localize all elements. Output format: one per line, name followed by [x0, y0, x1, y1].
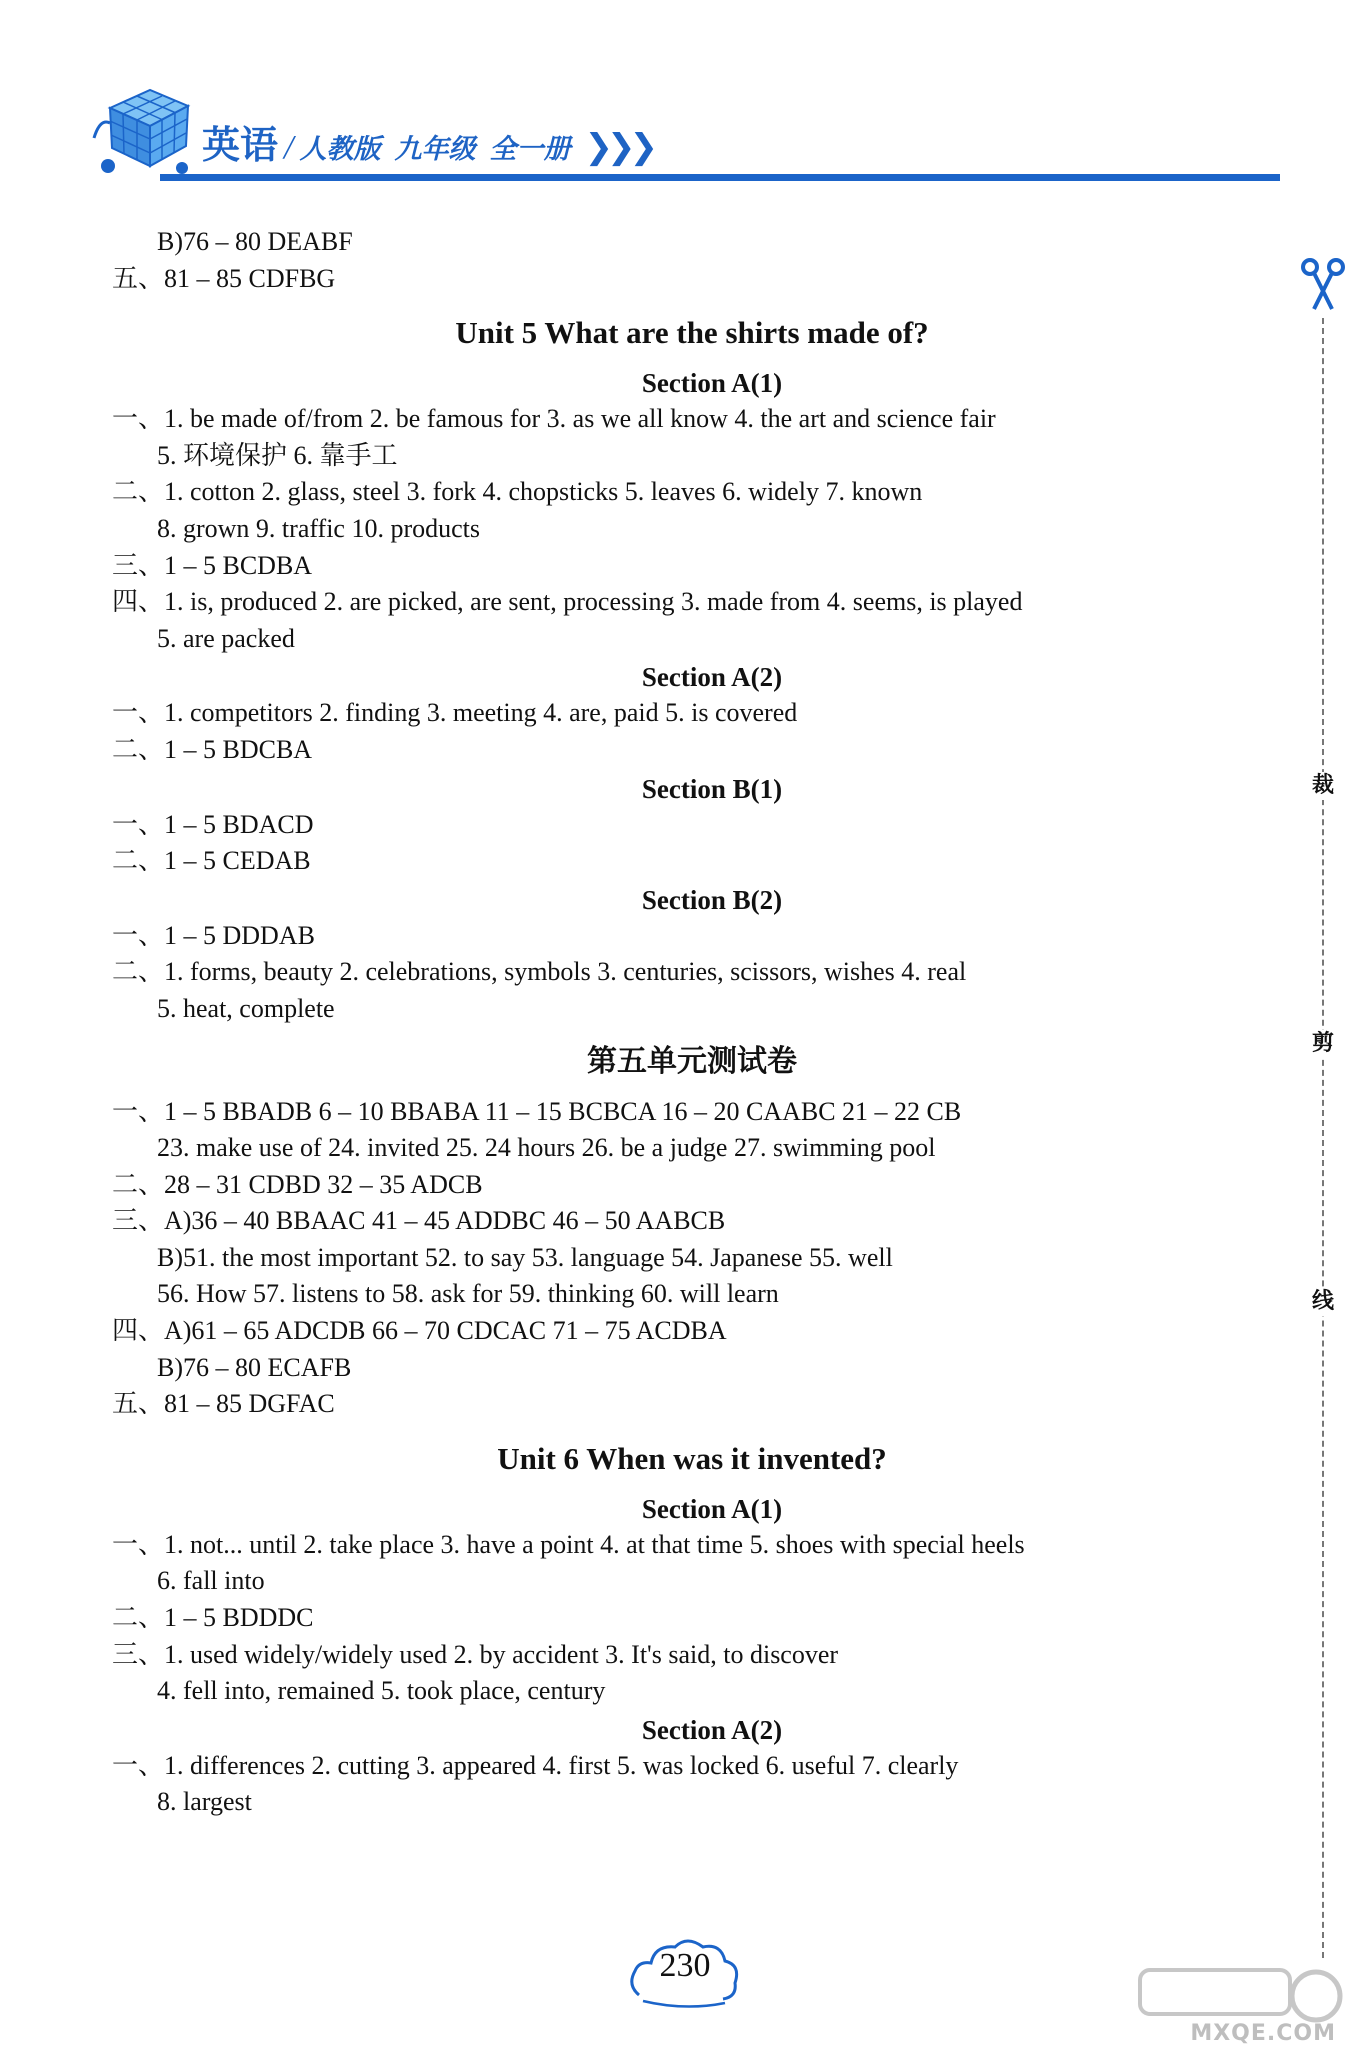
header-subject: 英语 — [202, 123, 279, 167]
answer-line: 五、81 – 85 CDFBG — [112, 263, 336, 293]
page-number-badge — [625, 1925, 745, 2011]
section-heading: Section A(2) — [641, 662, 783, 693]
cut-mark-cai: 裁 — [1311, 773, 1334, 798]
unit-heading: Unit 6 When was it invented? — [497, 1440, 887, 1476]
answer-line: 4. fell into, remained 5. took place, century — [157, 1676, 606, 1706]
chevrons-icon: ❯❯❯ — [584, 127, 652, 167]
section-heading: Section A(2) — [641, 1714, 783, 1745]
answer-line: 四、1. is, produced 2. are picked, are sent, processing 3. made from 4. seems, is played — [112, 587, 1023, 617]
answer-line: 三、A)36 – 40 BBAAC 41 – 45 ADDBC 46 – 50 AABCB — [112, 1206, 726, 1236]
section-heading: Section A(1) — [641, 1493, 783, 1524]
answer-line: 三、1. used widely/widely used 2. by accident 3. It's said, to discover — [112, 1639, 839, 1669]
answer-line: 二、1 – 5 BDDDC — [112, 1603, 314, 1633]
answer-line: 一、1. competitors 2. finding 3. meeting 4. are, paid 5. is covered — [112, 698, 798, 728]
answer-line: 8. grown 9. traffic 10. products — [157, 513, 481, 543]
scissors-icon — [1300, 255, 1346, 311]
answer-line: B)76 – 80 DEABF — [157, 227, 353, 256]
answer-line: 8. largest — [157, 1787, 252, 1817]
answer-line: B)76 – 80 ECAFB — [157, 1352, 352, 1382]
section-heading: Section B(1) — [641, 773, 783, 804]
answer-line: 二、1. cotton 2. glass, steel 3. fork 4. chopsticks 5. leaves 6. widely 7. known — [112, 477, 923, 507]
header-edition: 人教版 — [299, 134, 381, 165]
answer-line: 二、28 – 31 CDBD 32 – 35 ADCB — [112, 1169, 483, 1199]
section-heading: Section B(2) — [641, 884, 783, 915]
page-header — [90, 78, 1280, 188]
answer-line: 5. 环境保护 6. 靠手工 — [157, 440, 398, 470]
answer-line: 一、1. be made of/from 2. be famous for 3. as we all know 4. the art and science fair — [112, 404, 996, 434]
header-slash: / — [284, 129, 294, 166]
answer-line: 56. How 57. listens to 58. ask for 59. thinking 60. will learn — [157, 1279, 779, 1309]
header-title — [202, 114, 652, 169]
answer-line: 5. heat, complete — [157, 993, 335, 1023]
cut-mark-jian: 剪 — [1311, 1031, 1334, 1056]
header-rule — [160, 174, 1280, 181]
answer-line: 二、1. forms, beauty 2. celebrations, symbols 3. centuries, scissors, wishes 4. real — [112, 957, 967, 987]
answer-line: 5. are packed — [157, 623, 295, 653]
answer-line: 四、A)61 – 65 ADCDB 66 – 70 CDCAC 71 – 75 ACDBA — [112, 1316, 727, 1346]
watermark-text: MXQE.COM — [1190, 2021, 1336, 2046]
answer-line: 23. make use of 24. invited 25. 24 hours 26. be a judge 27. swimming pool — [157, 1133, 936, 1163]
answer-key-content — [112, 224, 1272, 1821]
watermark — [1110, 1960, 1350, 2052]
cut-mark-xian: 线 — [1311, 1289, 1334, 1314]
answer-line: 二、1 – 5 CEDAB — [112, 846, 311, 876]
header-volume: 全一册 — [489, 134, 571, 165]
answer-line: 五、81 – 85 DGFAC — [112, 1389, 335, 1419]
header-grade: 九年级 — [394, 134, 476, 165]
cut-line — [1322, 318, 1324, 1958]
page-number: 230 — [659, 1947, 711, 1984]
answer-line: 二、1 – 5 BDCBA — [112, 734, 313, 764]
rubiks-cube-mascot-icon — [90, 78, 200, 178]
answer-line: B)51. the most important 52. to say 53. language 54. Japanese 55. well — [157, 1242, 893, 1272]
answer-line: 一、1. differences 2. cutting 3. appeared 4. first 5. was locked 6. useful 7. clearly — [112, 1750, 959, 1780]
answer-line: 6. fall into — [157, 1566, 265, 1596]
answer-line: 一、1 – 5 BDACD — [112, 809, 314, 839]
answer-line: 一、1 – 5 BBADB 6 – 10 BBABA 11 – 15 BCBCA 16 – 20 CAABC 21 – 22 CB — [112, 1096, 962, 1126]
section-heading: Section A(1) — [641, 368, 783, 399]
unit-heading: Unit 5 What are the shirts made of? — [455, 315, 929, 351]
answer-line: 一、1. not... until 2. take place 3. have a point 4. at that time 5. shoes with special heels — [112, 1529, 1025, 1559]
test-heading: 第五单元测试卷 — [587, 1043, 797, 1079]
answer-line: 三、1 – 5 BCDBA — [112, 550, 313, 580]
answer-line: 一、1 – 5 DDDAB — [112, 920, 315, 950]
